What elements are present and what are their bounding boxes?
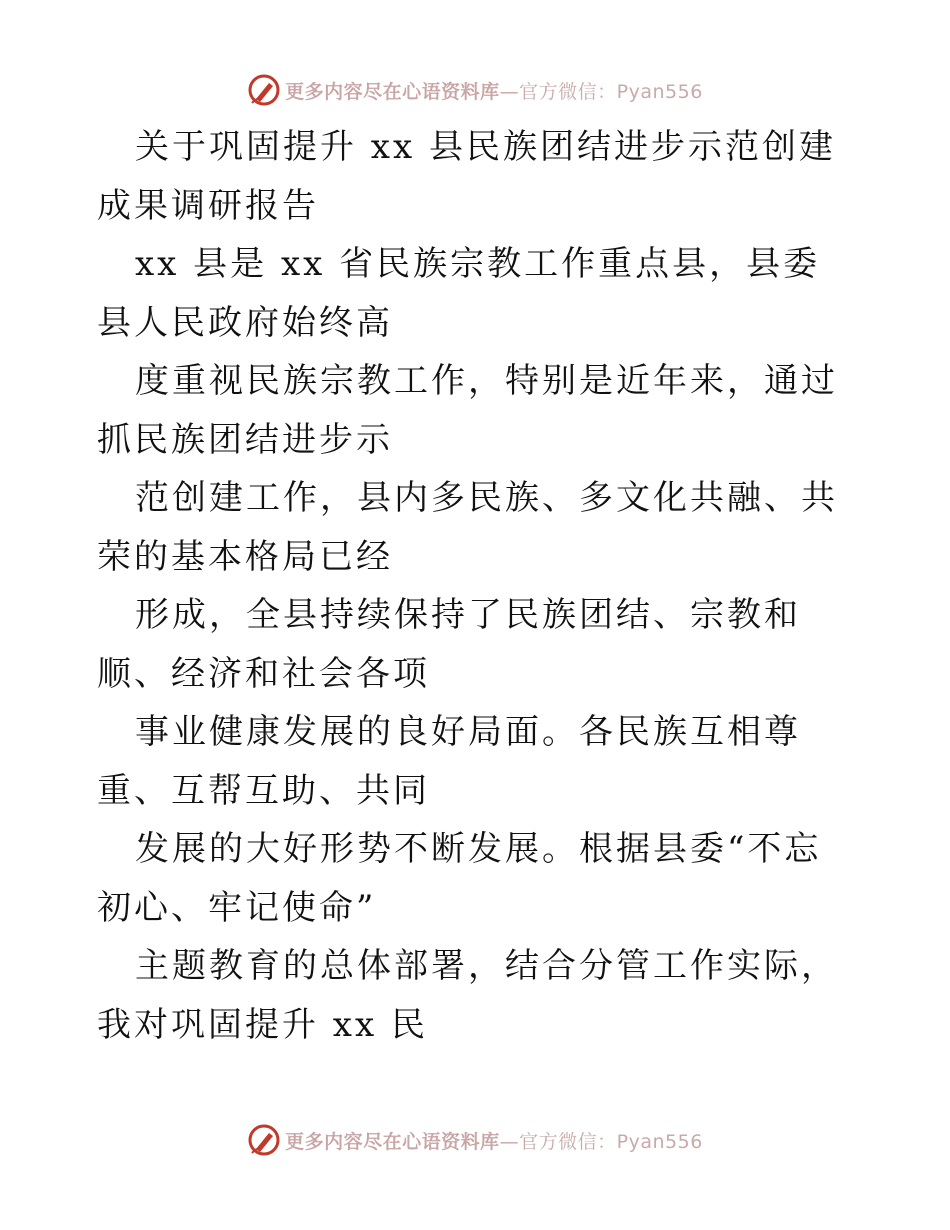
banner-text (285, 77, 703, 104)
paragraph-3: 范创建工作，县内多民族、多文化共融、共荣的基本格局已经 (97, 478, 838, 577)
banner-separator: — (499, 80, 520, 103)
document-body (97, 118, 857, 1054)
paragraph-4: 形成，全县持续保持了民族团结、宗教和顺、经济和社会各项 (97, 595, 801, 694)
document-title: 关于巩固提升 xx 县民族团结进步示范创建成果调研报告 (97, 127, 836, 226)
header-watermark-banner (0, 70, 950, 110)
footer-watermark-banner (0, 1120, 950, 1160)
pen-logo-icon (247, 1123, 281, 1157)
banner-main-text: 更多内容尽在心语资料库 (285, 80, 500, 103)
paragraph-2: 度重视民族宗教工作，特别是近年来，通过抓民族团结进步示 (97, 361, 838, 460)
banner-separator: — (499, 1130, 520, 1153)
paragraph-5: 事业健康发展的良好局面。各民族互相尊重、互帮互助、共同 (97, 712, 801, 811)
paragraph-7: 主题教育的总体部署，结合分管工作实际，我对巩固提升 xx 民 (97, 946, 838, 1045)
banner-text (285, 1127, 703, 1154)
banner-wechat-text: 官方微信：Pyan556 (519, 1130, 703, 1153)
paragraph-1: xx 县是 xx 省民族宗教工作重点县，县委县人民政府始终高 (97, 244, 821, 343)
banner-main-text: 更多内容尽在心语资料库 (285, 1130, 500, 1153)
banner-wechat-text: 官方微信：Pyan556 (519, 80, 703, 103)
paragraph-6: 发展的大好形势不断发展。根据县委“不忘初心、牢记使命” (97, 829, 822, 928)
pen-logo-icon (247, 73, 281, 107)
